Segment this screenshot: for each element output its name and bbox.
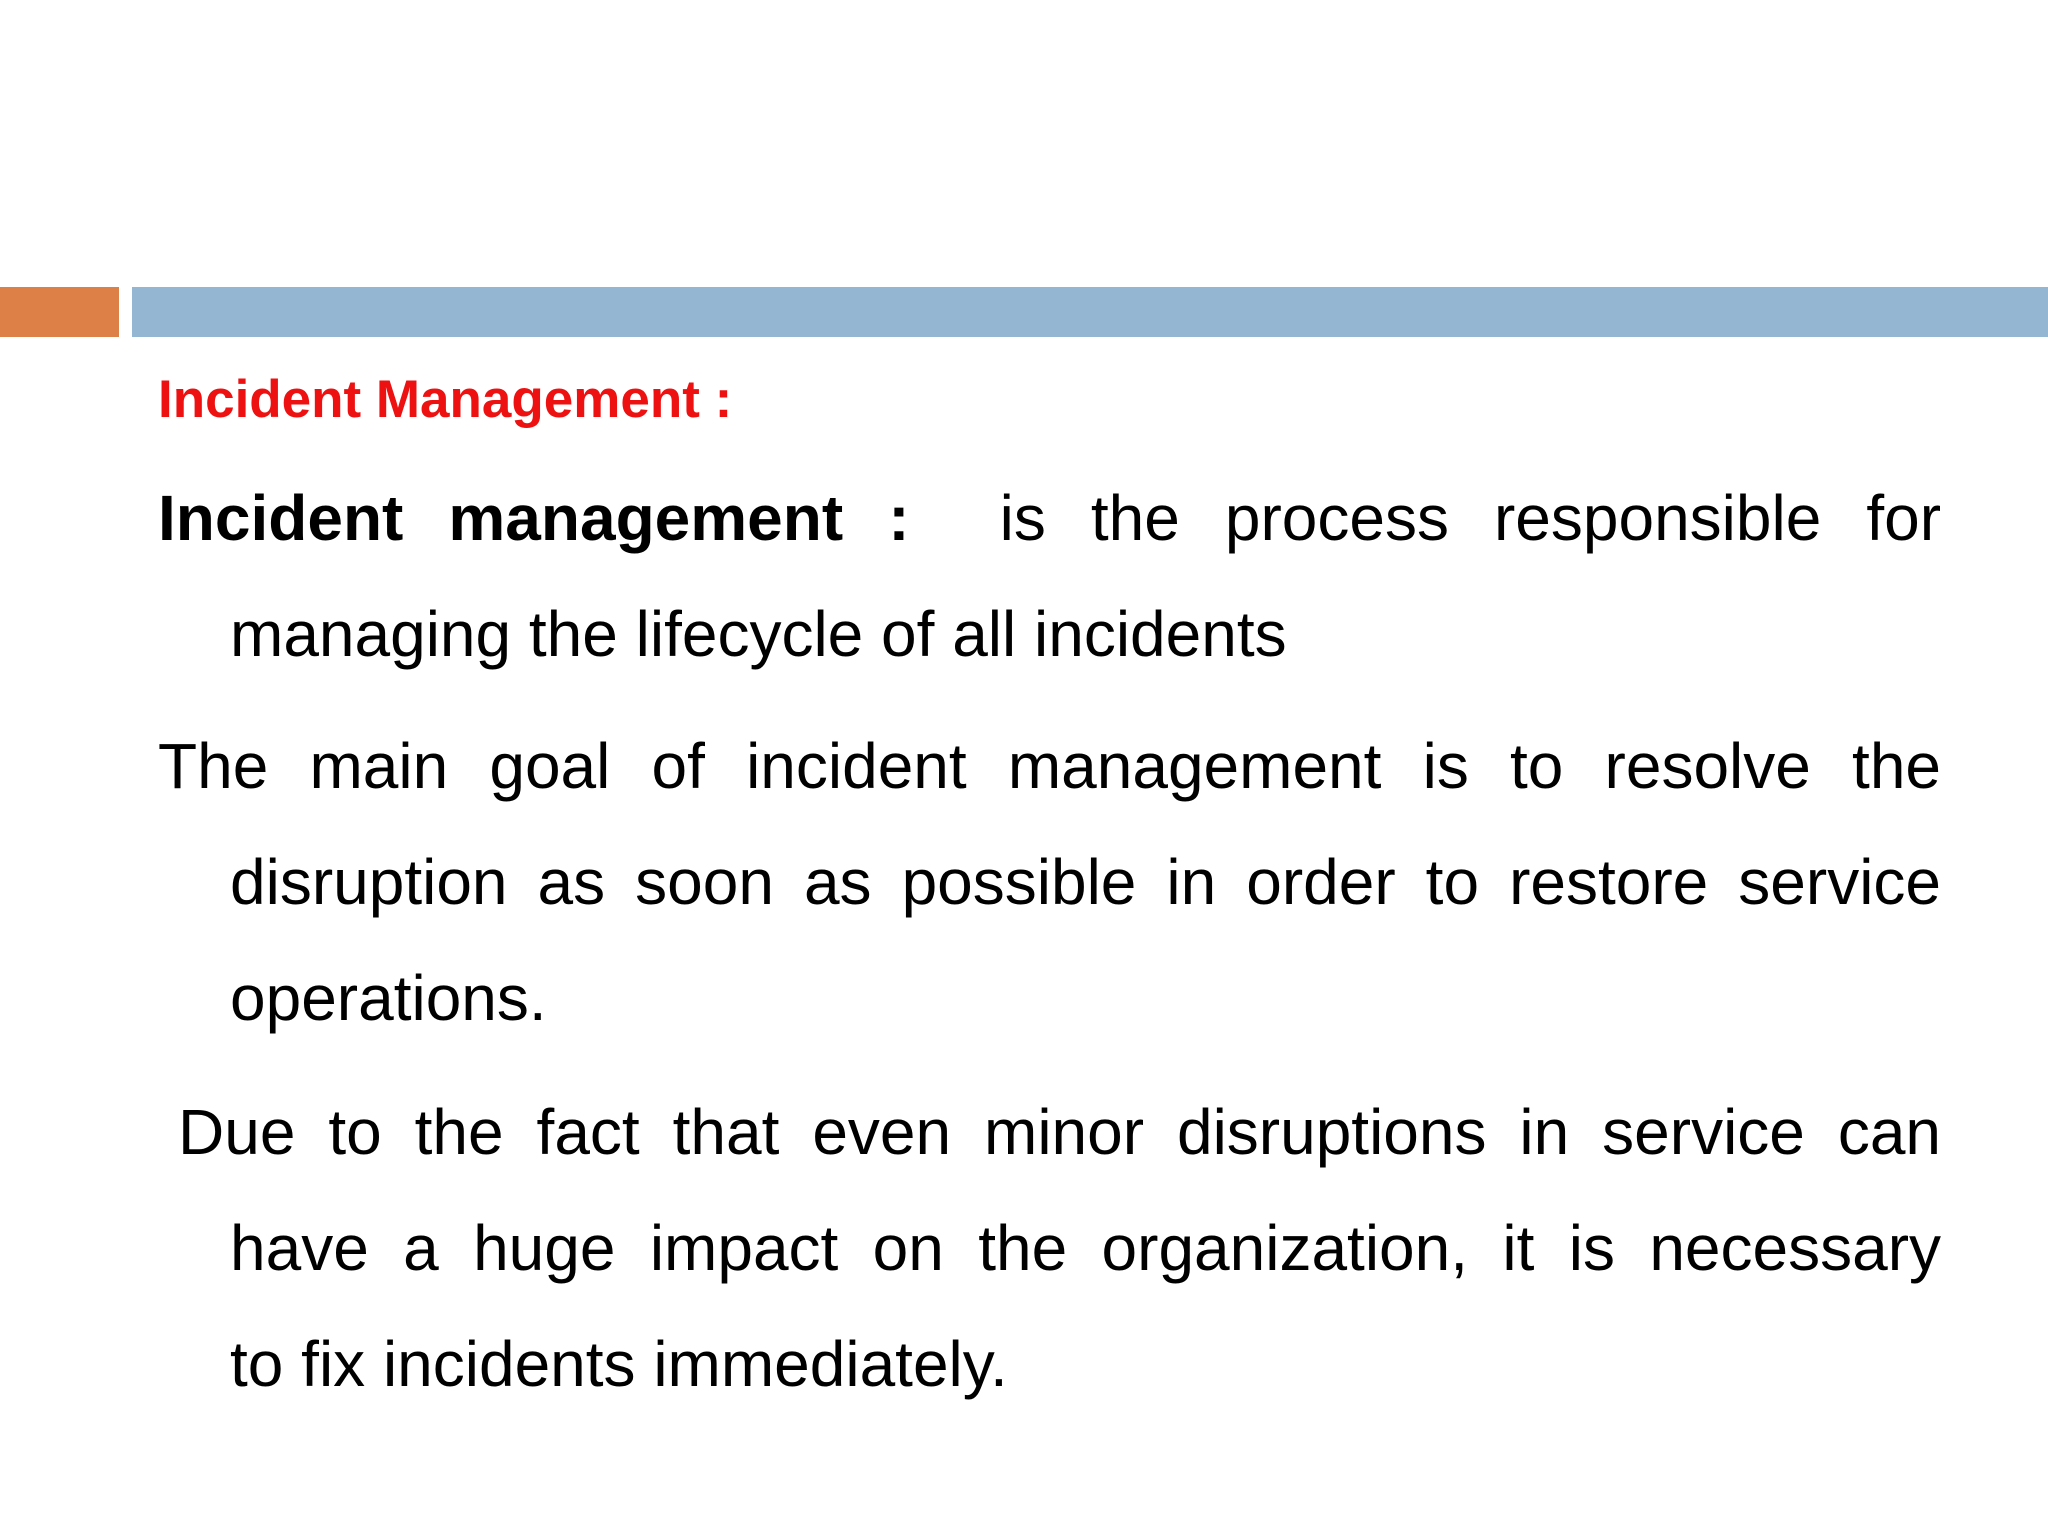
paragraph-line: have a huge impact on the organization, it is necessary [230, 1212, 1941, 1284]
paragraph-line: The main goal of incident management is to resolve the [158, 730, 1941, 802]
paragraph-line: Due to the fact that even minor disruptions in service can [178, 1096, 1941, 1168]
paragraph-goal [158, 708, 1941, 1056]
paragraph-line: managing the lifecycle of all incidents [230, 598, 1287, 670]
paragraph-line: to fix incidents immediately. [230, 1328, 1008, 1400]
slide-heading: Incident Management : [158, 370, 733, 429]
paragraph-line [158, 460, 1941, 576]
title-bar [132, 287, 2048, 337]
defined-term: Incident management : [158, 482, 910, 554]
paragraph-definition [158, 460, 1941, 692]
paragraph-rationale [178, 1074, 1941, 1422]
accent-bar [0, 287, 119, 337]
paragraph-line: disruption as soon as possible in order to restore service [230, 846, 1941, 918]
definition-text: is the process responsible for [999, 482, 1942, 554]
paragraph-line: operations. [230, 962, 547, 1034]
